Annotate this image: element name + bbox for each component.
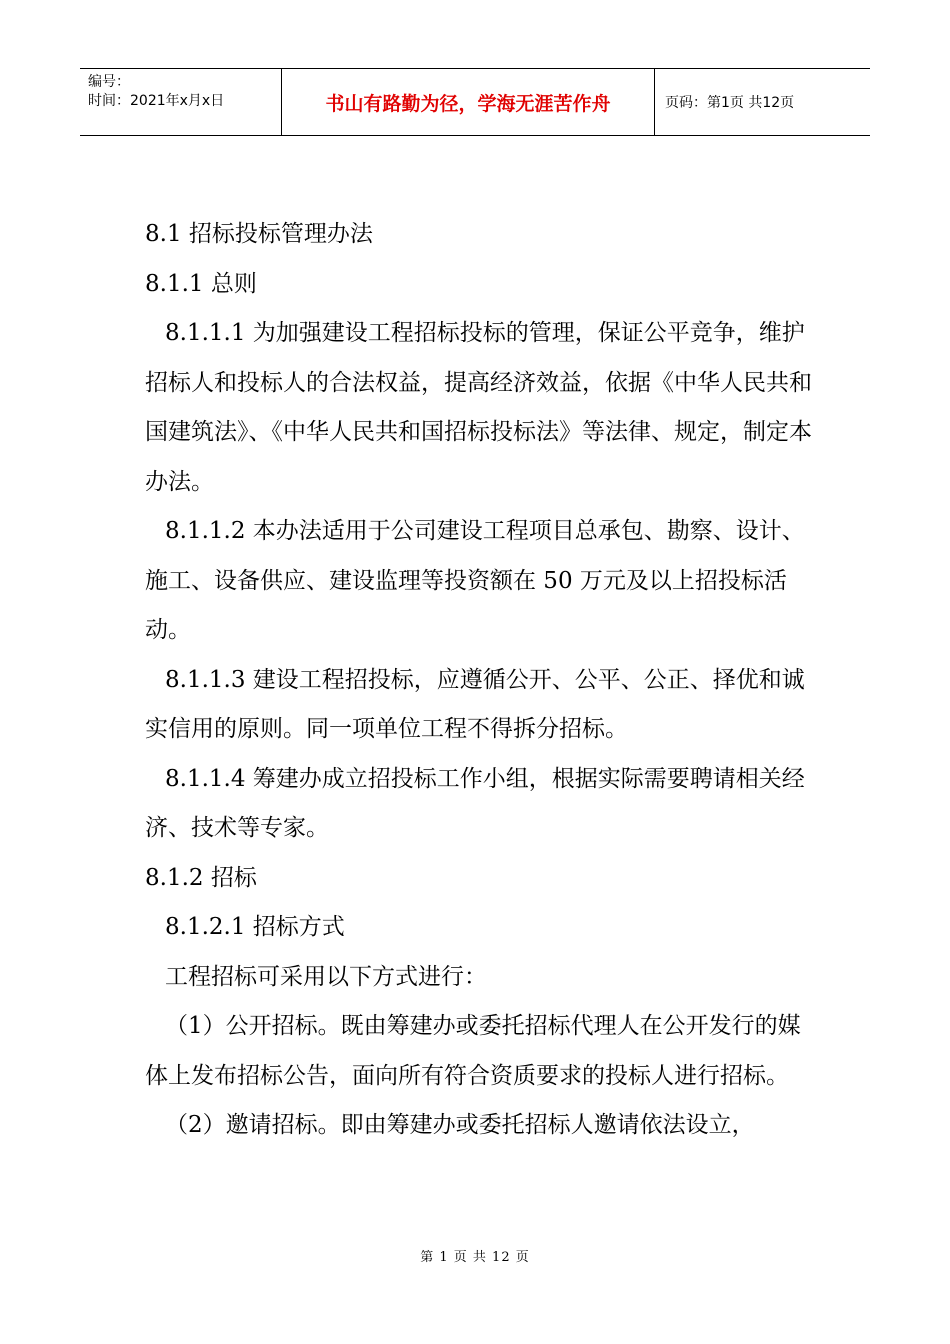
paragraph-open-tender: （1）公开招标。既由筹建办或委托招标代理人在公开发行的媒体上发布招标公告，面向所有符合资质要求的投标人进行招标。 [145, 1013, 801, 1089]
header-page-info: 页码：第1页 共12页 [665, 95, 795, 111]
paragraph-8-1-1-3: 8.1.1.3 建设工程招投标，应遵循公开、公平、公正、择优和诚实信用的原则。同一项单位工程不得拆分招标。 [145, 666, 805, 742]
header-meta [80, 69, 282, 135]
paragraph-8-1-1-1: 8.1.1.1 为加强建设工程招标投标的管理，保证公平竞争，维护招标人和投标人的合法权益，提高经济效益，依据《中华人民共和国建筑法》、《中华人民共和国招标投标法》等法律、规定，制定本办法。 [145, 320, 812, 495]
heading-8-1-1: 8.1.1 总则 [145, 270, 257, 297]
heading-8-1-2: 8.1.2 招标 [145, 864, 257, 891]
page-header [80, 68, 870, 136]
paragraph-8-1-1-4: 8.1.1.4 筹建办成立招投标工作小组，根据实际需要聘请相关经济、技术等专家。 [145, 765, 805, 841]
header-motto: 书山有路勤为径，学海无涯苦作舟 [282, 69, 655, 135]
heading-8-1-2-1: 8.1.2.1 招标方式 [165, 914, 345, 940]
document-time: 时间：2021年x月x日 [88, 93, 225, 109]
document-number-label: 编号： [88, 74, 130, 90]
page-footer: 第 1 页 共 12 页 [420, 1250, 530, 1265]
heading-8-1: 8.1 招标投标管理办法 [145, 221, 373, 247]
paragraph-8-1-1-2: 8.1.1.2 本办法适用于公司建设工程项目总承包、勘察、设计、施工、设备供应、建设监理等投资额在 50 万元及以上招投标活动。 [145, 518, 805, 643]
paragraph-invited-tender: （2）邀请招标。即由筹建办或委托招标人邀请依法设立， [165, 1112, 755, 1138]
paragraph-methods-intro: 工程招标可采用以下方式进行： [165, 963, 487, 990]
document-body [145, 210, 813, 1151]
